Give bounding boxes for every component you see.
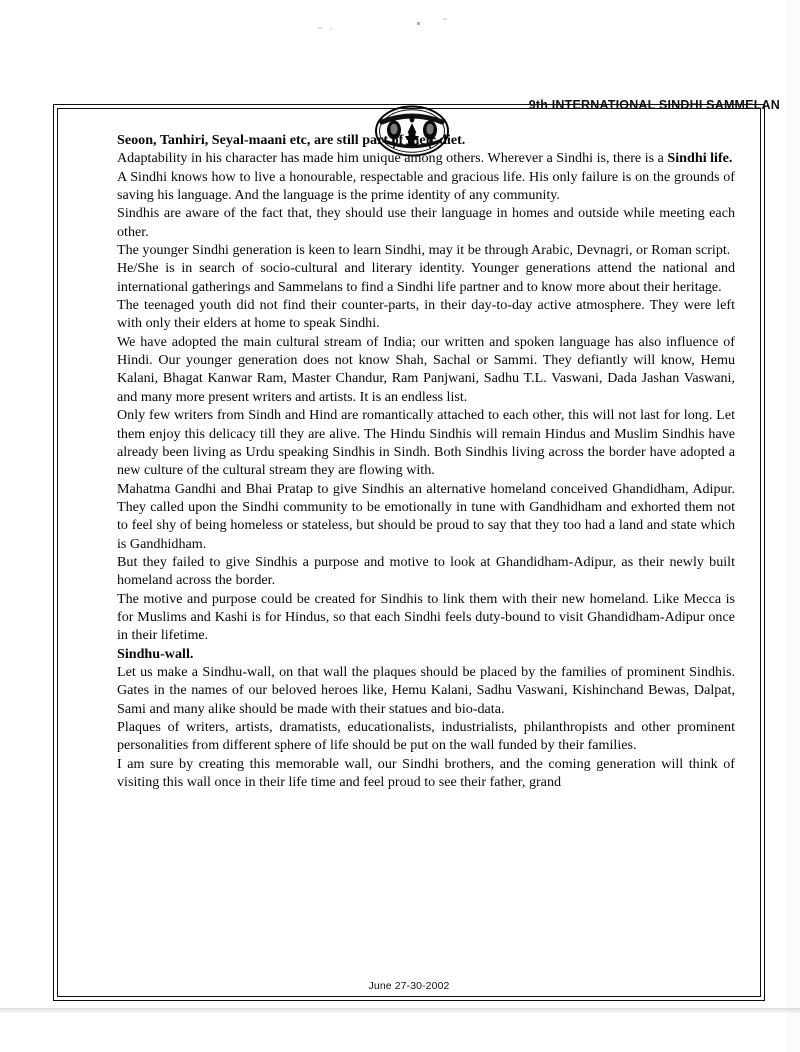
paragraph-p-motive-mecca-kashi: The motive and purpose could be created for Sindhis to link them with their new homeland. Like Mecca is for Muslims and Kashi is for Hindus, so that each Sindhi feels duty-bound to visit Ghandidham-Adipur once in their lifetime. [117, 590, 735, 644]
paragraph-p-teenaged-youth: The teenaged youth did not find their counter-parts, in their day-to-day active atmosphere. They were left with only their elders at home to speak Sindhi. [117, 297, 735, 332]
paragraph-p-let-us-make-wall: Let us make a Sindhu-wall, on that wall the plaques should be placed by the families of prominent Sindhis. Gates in the names of our beloved heroes like, Hemu Kalani, Sadhu Vaswani, Kishinchand Bewas, Dalpat, Sami and many alike should be made with their statues and bio-data. [117, 663, 735, 717]
paragraph-p-diet-heading: Seoon, Tanhiri, Seyal-maani etc, are still part of their diet. [117, 132, 466, 148]
scan-edge-right-margin [786, 0, 800, 1052]
footer-date: June 27-30-2002 [368, 980, 450, 992]
paragraph-p-adaptability: Adaptability in his character has made him unique among others. Wherever a Sindhi is, there is a Sindhi life. [117, 150, 733, 167]
scan-artifact-speck [318, 27, 322, 29]
page-header [0, 46, 800, 112]
scan-artifact-speck [417, 22, 420, 25]
header-title: 9th INTERNATIONAL SINDHI SAMMELAN [528, 98, 780, 112]
paragraph-p-memorable-wall: I am sure by creating this memorable wall, our Sindhi brothers, and the coming generation will think of visiting this wall once in their life time and feel proud to see their father, grand [117, 755, 735, 791]
paragraph-p-aware-of-fact: Sindhis are aware of the fact that, they should use their language in homes and outside while meeting each other. [117, 205, 735, 240]
paragraph-p-cultural-stream-india: We have adopted the main cultural stream of India; our written and spoken language has also influence of Hindi. Our younger generation does not know Shah, Sachal or Sammi. They defiantly will know, Hemu Kalani, Bhagat Kanwar Ram, Master Chandur, Ram Panjwani, Sadhu T.L. Vaswani, Dada Jashan Vaswani, and many more present writers and artists. It is an endless list. [117, 333, 735, 405]
scan-artifact-speck [330, 28, 332, 30]
paragraph-p-honourable-life: A Sindhi knows how to live a honourable, respectable and gracious life. His only failure is on the grounds of saving his language. And the language is the prime identity of any community. [117, 168, 735, 204]
document-body-text [117, 131, 735, 791]
paragraph-p-writers-sindh-hind: Only few writers from Sindh and Hind are romantically attached to each other, this will not last for long. Let them enjoy this delicacy till they are alive. The Hindu Sindhis will remain Hindus and Muslim Sindhis have already been living as Urdu speaking Sindhis in Sindh. Both Sindhis living across the border have adopted a new culture of the cultural stream they are flowing with. [117, 407, 735, 479]
paragraph-p-younger-generation-scripts: The younger Sindhi generation is keen to learn Sindhi, may it be through Arabic, Devnagri, or Roman script. [117, 242, 731, 259]
paragraph-bold-tail: Sindhi life. [667, 150, 733, 167]
scan-edge-bottom-margin [0, 1008, 800, 1014]
paragraph-p-sindhu-wall-heading: Sindhu-wall. [117, 645, 194, 662]
paragraph-p-plaques-of-writers: Plaques of writers, artists, dramatists, educationalists, industrialists, philanthropists and other prominent personalities from different sphere of life should be put on the wall funded by their families. [117, 719, 735, 754]
scan-artifact-speck [443, 18, 447, 20]
paragraph-p-socio-cultural-identity: He/She is in search of socio-cultural and literary identity. Younger generations attend the national and international gatherings and Sammelans to find a Sindhi life partner and to know more about their heritage. [117, 260, 735, 295]
paragraph-p-failed-purpose-motive: But they failed to give Sindhis a purpose and motive to look at Ghandidham-Adipur, as their newly built homeland across the border. [117, 553, 735, 589]
paragraph-p-gandhi-bhai-pratap: Mahatma Gandhi and Bhai Pratap to give Sindhis an alternative homeland conceived Ghandidham, Adipur. They called upon the Sindhi community to be emotionally in tune with Gandhidham and exhorted them not to feel shy of being homeless or stateless, but should be proud to say that they too had a land and state which is Gandhidham. [117, 480, 735, 552]
